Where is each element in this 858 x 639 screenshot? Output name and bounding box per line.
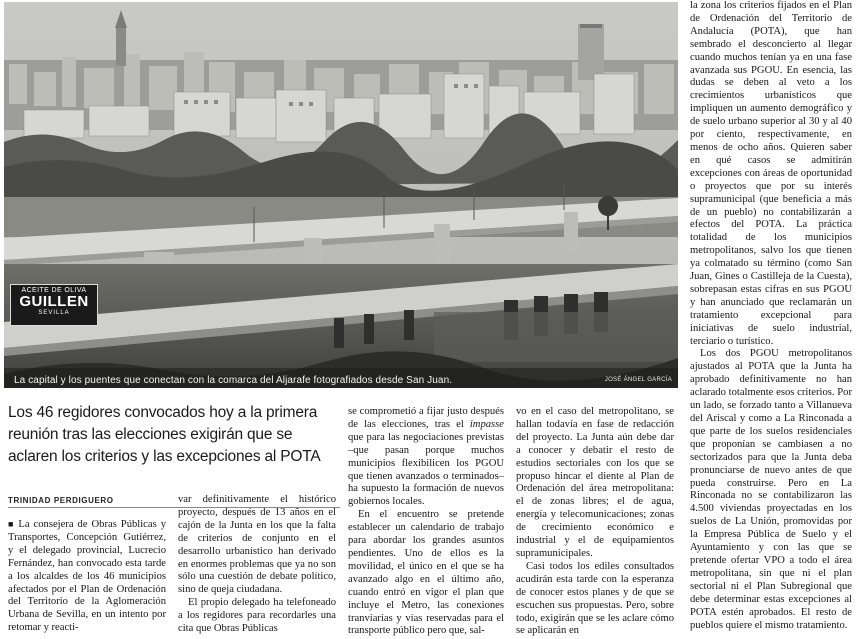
article-column-4 bbox=[516, 406, 674, 638]
article-headline: Los 46 regidores convocados hoy a la primera reunión tras las elecciones exigirán que se aclaren los criterios y las excepciones al POTA bbox=[8, 404, 321, 465]
column-2-paragraph-2: El propio delegado ha telefoneado a los regidores para recordarles una cita que Obras Públicas bbox=[178, 597, 336, 635]
sign-line-1: ACEITE DE OLIVA bbox=[21, 287, 87, 294]
news-photo bbox=[4, 2, 678, 388]
column-2-paragraph-1: var definitivamente el histórico proyecto, después de 13 años en el cajón de la Junta en los que la falta de criterios de conjunto en el desarrollo urbanístico han derivado en enormes problemas que ya no son sólo una cuestión de debate político, sino de queja ciudadana. bbox=[178, 494, 336, 596]
column-1-text: La consejera de Obras Públicas y Transportes, Concepción Gutiérrez, y el delegado provincial, Lucrecio Fernández, han convocado esta tarde a los alcaldes de los 46 municipios afectados por el Plan de Ordenación del Territorio de la Aglomeración Urbana de Sevilla, en un intento por retomar y reacti- bbox=[8, 519, 166, 634]
article-byline: TRINIDAD PERDIGUERO bbox=[8, 496, 340, 508]
paragraph-square-icon: ■ bbox=[8, 519, 19, 529]
italic-term: impasse bbox=[469, 418, 504, 430]
sign-line-3: SEVILLA bbox=[38, 310, 70, 316]
article-column-2 bbox=[178, 494, 336, 636]
column-3-paragraph-2: En el encuentro se pretende establecer un calendario de trabajo para abordar los grandes asuntos pendientes. Uno de ellos es la movilidad, el único en el que se ha avanzado algo en el último año, cuando entró en vigor el plan que incluye el Metro, las conexiones tranviarias y vías reservadas para el transporte público pero que, sal- bbox=[348, 509, 504, 637]
photo-credit: JOSÉ ÁNGEL GARCÍA bbox=[604, 377, 672, 383]
column-4-paragraph-1: vo en el caso del metropolitano, se hallan todavía en fase de redacción del proyecto. La Junta aún debe dar a conocer y debatir el resto de estudios sectoriales con los que se propuso hincar el diente al Plan de Ordenación del área metropolitana: el de zonas libres; el de agua, energía y telecomunicaciones; zonas de crecimiento económico e industrial y el de equipamientos supramunicipales. bbox=[516, 406, 674, 559]
column-4-paragraph-2: Casi todos los ediles consultados acudirán esta tarde con la esperanza de conocer estos planes y de que se escuchen sus propuestas. Pero, sobre todo, exigirán que se les aclare cómo se aplicarán en bbox=[516, 560, 674, 637]
article-column-1 bbox=[8, 518, 166, 635]
city-bridges-image bbox=[4, 2, 678, 388]
article-column-5 bbox=[690, 0, 852, 632]
photo-caption: La capital y los puentes que conectan con la comarca del Aljarafe fotografiados desde San Juan. bbox=[14, 375, 453, 386]
column-3-paragraph-1: se comprometió a fijar justo después de las elecciones, tras el impasse que para las negociaciones previstas –que pasan porque muchos municipios flexibilicen los PGOU que tienen avanzados o terminados– ha supuesto la formación de nuevos gobiernos locales. bbox=[348, 406, 504, 508]
article-column-3 bbox=[348, 406, 504, 638]
olive-oil-sign bbox=[10, 284, 98, 326]
column-5-paragraph-1: la zona los criterios fijados en el Plan de Ordenación del Territorio de Andalucía (POTA), que han sembrado el desconcierto al llegar cuando muchos tenían ya en una fase avanzada sus PGOU. En esencia, las dudas se deben al veto a los crecimientos urbanísticos que impliquen un aumento demográfico y de suelo urbano superior al 30 y al 40 por ciento, respectivamente, en menos de ocho años. Quieren saber en qué casos se admitirán excepciones con áreas de oportunidad o proyectos que por su interés supramunicipal (que beneficia a más de un pueblo) no contabilizarán a efectos del POTA. La práctica totalidad de los municipios metropolitanos, salvo los que tienen ya colmatado su término (como San Juan, Gines o Castilleja de la Cuesta), sobrepasan estas cifras en sus PGOU y han anunciado que reclamarán un tratamiento excepcional para iniciativas de suelo industrial, terciario o turístico. bbox=[690, 0, 852, 347]
sign-brand: GUILLEN bbox=[19, 293, 89, 310]
column-5-paragraph-2: Los dos PGOU metropolitanos ajustados al POTA que la Junta ha aprobado definitivamente no han aclarado totalmente esos criterios. Por un lado, se forzado tanto a Villanueva del Ariscal y como a La Rinconada a que parte de los suelos residenciales que proponían se cambiasen a no sectorizados para que la Junta deba pronunciarse de nuevo antes de que pueda construirse. Pero en La Rinconada no se contabilizaron las 4.500 viviendas proyectadas en los suelos de La Unión, promovidas por la Empresa Pública de Suelo y el Ayuntamiento y con las que se pretende ofertar VPO a todo el área metropolitana, sin que ni el plan sectorial ni el Plan Subregional que debe determinar estas excepciones al POTA estén aprobados. El resto de pueblos quiere el mismo tratamiento. bbox=[690, 348, 852, 631]
